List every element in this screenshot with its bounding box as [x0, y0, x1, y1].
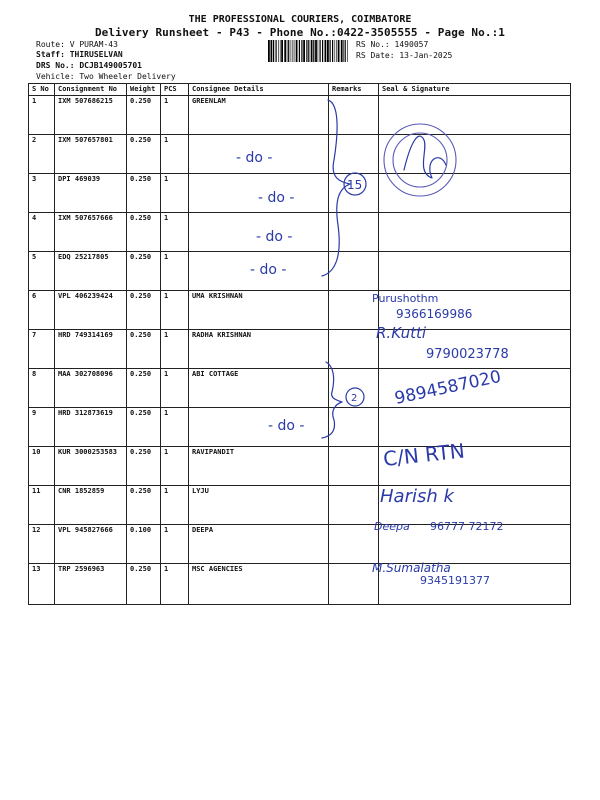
pcs-cell: 1: [161, 330, 189, 369]
table-row: [29, 486, 571, 525]
table-row: [29, 447, 571, 486]
signature-row-6-phone: 9366169986: [396, 307, 473, 321]
seal-signature-cell: [379, 486, 571, 525]
consignee-cell: GREENLAM: [189, 96, 329, 135]
weight-cell: 0.250: [127, 447, 161, 486]
seal-signature-cell: [379, 408, 571, 447]
table-row: [29, 408, 571, 447]
consignee-cell: RADHA KRISHNAN: [189, 330, 329, 369]
seal-signature-cell: [379, 564, 571, 605]
consignment-cell: HRD 749314169: [55, 330, 127, 369]
ditto-mark-row-4: - do -: [256, 229, 293, 245]
signature-row-7-name: R.Kutti: [376, 324, 427, 342]
runsheet-title: Delivery Runsheet - P43 - Phone No.:0422-3505555 - Page No.:1: [94, 26, 506, 39]
consignee-cell: MSC AGENCIES: [189, 564, 329, 605]
remarks-cell: [329, 174, 379, 213]
consignment-cell: IXM 507686215: [55, 96, 127, 135]
staff-line: [36, 50, 123, 59]
remarks-cell: [329, 447, 379, 486]
ditto-mark-row-9: - do -: [268, 418, 305, 434]
vehicle-line: [36, 72, 176, 81]
table-row: [29, 252, 571, 291]
weight-cell: 0.250: [127, 369, 161, 408]
signature-row-7-phone: 9790023778: [426, 347, 509, 362]
column-header-pcs: PCS: [161, 84, 189, 96]
table-row: [29, 369, 571, 408]
ditto-mark-row-2: - do -: [236, 150, 273, 166]
weight-cell: 0.250: [127, 486, 161, 525]
pcs-cell: 1: [161, 96, 189, 135]
weight-cell: 0.250: [127, 564, 161, 605]
seal-signature-cell: [379, 291, 571, 330]
table-row: [29, 291, 571, 330]
drs-line: [36, 61, 142, 70]
signature-row-11: Harish k: [380, 486, 454, 507]
count-text-2: 2: [351, 393, 358, 404]
consignment-cell: KUR 3000253583: [55, 447, 127, 486]
table-row: [29, 525, 571, 564]
staff-value: THIRUSELVAN: [69, 50, 123, 59]
consignee-cell: [189, 174, 329, 213]
remarks-cell: [329, 525, 379, 564]
weight-cell: 0.250: [127, 135, 161, 174]
remarks-cell: [329, 564, 379, 605]
vehicle-label: Vehicle:: [36, 72, 75, 81]
table-header-row: [29, 84, 571, 96]
seal-signature-cell: [379, 252, 571, 291]
pcs-cell: 1: [161, 213, 189, 252]
table-row: [29, 96, 571, 135]
barcode: [268, 40, 350, 62]
consignment-cell: VPL 406239424: [55, 291, 127, 330]
signature-row-13-phone: 9345191377: [420, 574, 490, 587]
rs-no-line: [356, 40, 428, 49]
rs-date-line: [356, 51, 452, 60]
staff-label: Staff:: [36, 50, 65, 59]
pcs-cell: 1: [161, 369, 189, 408]
count-text-1: 15: [347, 178, 363, 192]
sno-cell: 12: [29, 525, 55, 564]
remarks-cell: [329, 252, 379, 291]
pcs-cell: 1: [161, 135, 189, 174]
pcs-cell: 1: [161, 564, 189, 605]
signature-row-6-name: Purushothm: [372, 292, 439, 305]
seal-signature-cell: [379, 366, 571, 409]
table-row: [29, 174, 571, 213]
drs-label: DRS No.:: [36, 61, 75, 70]
signature-row-13-name: M.Sumalatha: [372, 561, 451, 575]
company-name: THE PROFESSIONAL COURIERS, COIMBATORE: [188, 14, 412, 25]
sno-cell: 9: [29, 408, 55, 447]
table-row: [29, 135, 571, 174]
column-header-weight: Weight: [127, 84, 161, 96]
sno-cell: 3: [29, 174, 55, 213]
remarks-cell: [329, 135, 379, 174]
sno-cell: 7: [29, 330, 55, 369]
remarks-cell: [329, 369, 379, 408]
rs-no-label: RS No.:: [356, 40, 390, 49]
table-row: [29, 330, 571, 369]
remarks-cell: [329, 330, 379, 369]
column-header-consignment-no: Consignment No: [55, 84, 127, 96]
consignment-cell: IXM 507657666: [55, 213, 127, 252]
ditto-mark-row-5: - do -: [250, 262, 287, 278]
sno-cell: 13: [29, 564, 55, 605]
consignee-cell: RAVIPANDIT: [189, 447, 329, 486]
column-header-remarks: Remarks: [329, 84, 379, 96]
seal-signature-cell: [379, 447, 571, 486]
remarks-cell: [329, 213, 379, 252]
consignee-cell: UMA KRISHNAN: [189, 291, 329, 330]
consignee-cell: LYJU: [189, 486, 329, 525]
route-label: Route:: [36, 40, 65, 49]
consignment-cell: IXM 507657801: [55, 135, 127, 174]
runsheet-table: [28, 83, 571, 605]
weight-cell: 0.250: [127, 213, 161, 252]
route-value: V PURAM-43: [69, 40, 118, 49]
remarks-cell: [329, 408, 379, 447]
consignee-cell: [189, 213, 329, 252]
consignee-cell: ABI COTTAGE: [189, 369, 329, 408]
weight-cell: 0.100: [127, 525, 161, 564]
drs-value: DCJB149005701: [79, 61, 142, 70]
sno-cell: 2: [29, 135, 55, 174]
sno-cell: 1: [29, 96, 55, 135]
consignee-cell: [189, 135, 329, 174]
consignee-cell: DEEPA: [189, 525, 329, 564]
seal-signature-cell: [379, 525, 571, 564]
signature-row-12-name: Deepa: [374, 520, 410, 533]
consignee-cell: [189, 252, 329, 291]
rs-date-label: RS Date:: [356, 51, 395, 60]
seal-signature-cell: [379, 213, 571, 252]
sno-cell: 6: [29, 291, 55, 330]
rs-date-value: 13-Jan-2025: [399, 51, 453, 60]
consignment-cell: HRD 312873619: [55, 408, 127, 447]
pcs-cell: 1: [161, 252, 189, 291]
seal-signature-cell: [379, 96, 571, 135]
table-body: [29, 96, 571, 605]
sno-cell: 10: [29, 447, 55, 486]
weight-cell: 0.250: [127, 252, 161, 291]
weight-cell: 0.250: [127, 174, 161, 213]
sno-cell: 8: [29, 369, 55, 408]
pcs-cell: 1: [161, 174, 189, 213]
sno-cell: 11: [29, 486, 55, 525]
table-row: [29, 564, 571, 605]
ditto-mark-row-3: - do -: [258, 190, 295, 206]
pcs-cell: 1: [161, 447, 189, 486]
pcs-cell: 1: [161, 525, 189, 564]
column-header-consignee-details: Consignee Details: [189, 84, 329, 96]
pcs-cell: 1: [161, 408, 189, 447]
column-header-seal-signature: Seal & Signature: [379, 84, 571, 96]
vehicle-value: Two Wheeler Delivery: [79, 72, 176, 81]
signature-row-12-phone: 96777 72172: [430, 520, 504, 533]
signature-row-8-phone: 9894587020: [392, 366, 503, 409]
weight-cell: 0.250: [127, 96, 161, 135]
weight-cell: 0.250: [127, 330, 161, 369]
consignment-cell: TRP 2596963: [55, 564, 127, 605]
route-line: [36, 40, 118, 49]
remarks-cell: [329, 96, 379, 135]
sno-cell: 5: [29, 252, 55, 291]
table-row: [29, 213, 571, 252]
remarks-cell: [329, 486, 379, 525]
consignment-cell: CNR 1852859: [55, 486, 127, 525]
consignment-cell: DPI 469039: [55, 174, 127, 213]
seal-signature-cell: [379, 330, 571, 369]
weight-cell: 0.250: [127, 291, 161, 330]
sno-cell: 4: [29, 213, 55, 252]
consignment-cell: VPL 945827666: [55, 525, 127, 564]
pcs-cell: 1: [161, 291, 189, 330]
seal-signature-cell: [379, 174, 571, 213]
rs-no-value: 1490057: [394, 40, 429, 49]
signature-row-10: C/N RTN: [382, 438, 466, 471]
consignment-cell: EDQ 25217805: [55, 252, 127, 291]
column-header-s-no: S No: [29, 84, 55, 96]
pcs-cell: 1: [161, 486, 189, 525]
seal-signature-cell: [379, 135, 571, 174]
consignment-cell: MAA 302708096: [55, 369, 127, 408]
consignee-cell: [189, 408, 329, 447]
weight-cell: 0.250: [127, 408, 161, 447]
remarks-cell: [329, 291, 379, 330]
